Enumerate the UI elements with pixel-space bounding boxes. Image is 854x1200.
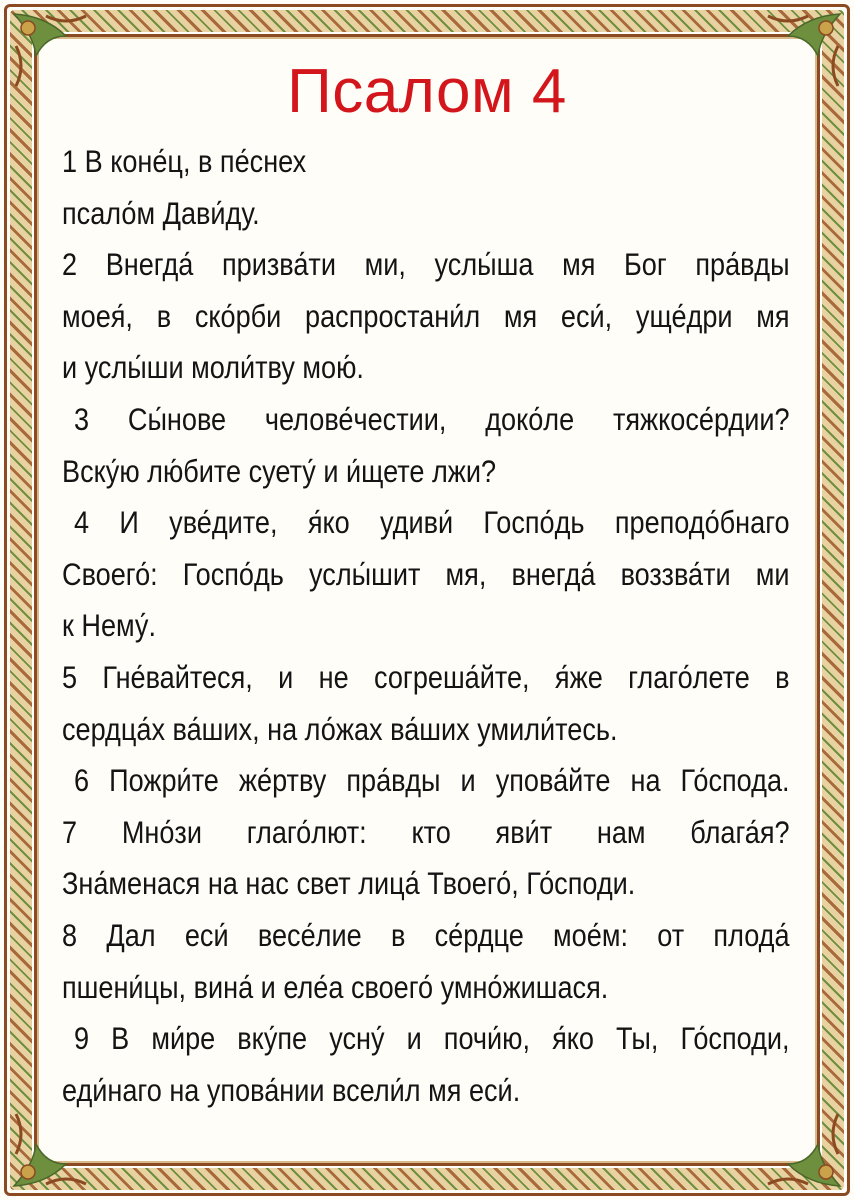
text-line: пшени́цы, вина́ и еле́а своего́ умно́жишася. [62, 968, 609, 1005]
page-title: Псалом 4 [287, 57, 567, 126]
text-line: и услы́ши моли́тву мою́. [62, 349, 364, 386]
text-line: Вску́ю лю́бите суету́ и и́щете лжи? [62, 452, 497, 489]
text-line: 1 В коне́ц, в пе́снех [62, 143, 307, 179]
text-line: к Нему́. [62, 607, 157, 644]
corner-ornament-icon [6, 1104, 96, 1194]
text-line: Зна́менася на нас свет лица́ Твоего́, Го́споди. [62, 865, 636, 902]
text-line: 3 Сы́нове челове́честии, доко́ле тяжкосе́рдии? [74, 400, 790, 437]
text-line: 4 И уве́дите, я́ко удиви́ Госпо́дь преподо́бнаго [74, 504, 790, 541]
text-line: псало́м Дави́ду. [62, 194, 260, 231]
text-line: 2 Внегда́ призва́ти ми, услы́ша мя Бог пра́вды [62, 246, 790, 283]
corner-ornament-icon [758, 1104, 848, 1194]
text-line: 6 Пожри́те же́ртву пра́вды и упова́йте на Го́спода. [74, 762, 790, 799]
text-line: Своего́: Госпо́дь услы́шит мя, внегда́ воззва́ти ми [62, 555, 790, 592]
text-line: 5 Гне́вайтеся, и не согреша́йте, я́же глаго́лете в [62, 658, 790, 695]
text-line: 8 Дал еси́ весе́лие в се́рдце мое́м: от плода́ [62, 916, 790, 953]
text-line: 7 Мно́зи глаго́лют: кто яви́т нам блага́я? [62, 813, 790, 850]
text-line: моея́, в ско́рби распростани́л мя еси́, уще́дри мя [62, 297, 790, 334]
psalm-text [62, 136, 790, 1116]
text-line: 9 В ми́ре вку́пе усну́ и почи́ю, я́ко Ты, Го́споди, [74, 1020, 790, 1057]
text-line: сердца́х ва́ших, на ло́жах ва́ших умили́тесь. [62, 710, 618, 747]
text-line: еди́наго на упова́нии всели́л мя еси́. [62, 1071, 521, 1108]
